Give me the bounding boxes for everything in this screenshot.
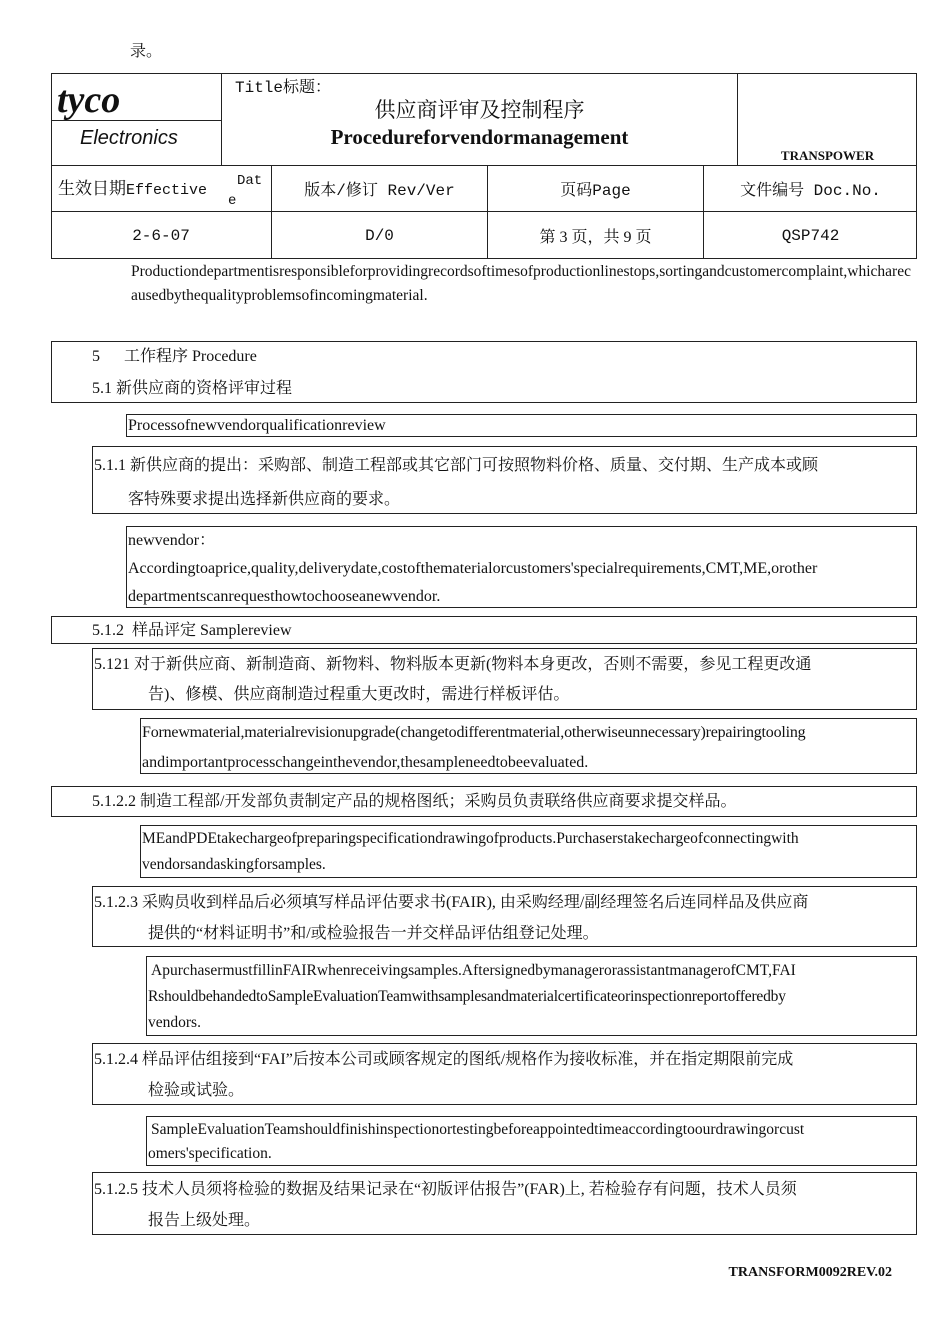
section-5-1-english-box [126,414,917,437]
section-5-1-2-2-box [51,786,917,817]
section-5-1-1-line2: 客特殊要求提出选择新供应商的要求。 [128,491,401,508]
section-5-1-2-2-text: 5.1.2.2 制造工程部/开发部负责制定产品的规格图纸；采购员负责联络供应商要求提交样品。 [92,793,737,810]
section-5-1-2-4-line1: 5.1.2.4 样品评估组接到“FAI”后按本公司或顾客规定的图纸/规格作为接收标准，并在指定期限前完成 [94,1051,794,1068]
section-5-1-2-heading: 5.1.2 样品评定 Samplereview [92,622,292,639]
section-5-box [51,341,917,403]
section-5-1-2-1-box [92,648,917,710]
effective-date-value: 2-6-07 [132,226,190,245]
section-5-1-2-4-line2: 检验或试验。 [148,1082,245,1099]
section-5-1-english: Processofnewvendorqualificationreview [128,417,386,434]
section-5-1-2-2-english-line2: vendorsandaskingforsamples. [142,856,326,873]
date-label-part1: Dat [237,173,263,189]
section-5-1-1-line1: 5.1.1 新供应商的提出：采购部、制造工程部或其它部门可按照物料价格、质量、交付期、生产成本或顾 [94,457,819,474]
section-5-1-1-english-line3: departmentscanrequesthowtochooseanewvendor. [128,588,441,605]
section-5-1-2-3-box [92,886,917,947]
form-footer-code: TRANSFORM0092REV.02 [728,1265,892,1280]
section-5-1-1-english-box [126,526,917,608]
section-5-1-2-1-english-box [140,718,917,774]
revision-value: D/0 [365,226,394,245]
section-5-1-2-5-line2: 报告上级处理。 [148,1212,261,1229]
section-5-1-2-3-english-line3: vendors. [148,1014,201,1031]
section-5-1-2-4-english-box [146,1116,917,1166]
title-english: Procedureforvendormanagement [330,125,629,149]
section-5-1-2-5-line1: 5.1.2.5 技术人员须将检验的数据及结果记录在“初版评估报告”(FAR)上, 若检验存有问题，技术人员须 [94,1181,797,1198]
page-label: 页码Page [560,182,631,200]
revision-label: 版本/修订 Rev/Ver [304,182,455,200]
continued-text: 录。 [130,43,163,60]
section-5-1-2-1-english-line1: Fornewmaterial,materialrevisionupgrade(changetodifferentmaterial,otherwiseunnecessary)repairingtooling [142,724,806,741]
section-5-1-1-english-line1: newvendor： [128,532,216,549]
section-5-1-2-3-line2: 提供的“材料证明书”和/或检验报告一并交样品评估组登记处理。 [148,925,599,942]
section-5-1-2-3-english-line2: RshouldbehandedtoSampleEvaluationTeamwithsamplesandmaterialcertificateorinspectionreportofferedby [148,988,786,1005]
section-5-1-2-5-box [92,1172,917,1235]
section-5-heading: 5 工作程序 Procedure [92,348,257,365]
doc-number-label: 文件编号 Doc.No. [740,182,881,200]
company-logo-sub: Electronics [80,127,178,149]
effective-date-label: 生效日期Effective [58,179,208,199]
section-5-1-2-3-line1: 5.1.2.3 采购员收到样品后必须填写样品评估要求书(FAIR), 由采购经理/副经理签名后连同样品及供应商 [94,894,809,911]
section-5-1-2-3-english-line1: ApurchasermustfillinFAIRwhenreceivingsamples.AftersignedbymanagerorassistantmanagerofCMT,FAI [151,962,796,979]
section-5-1-1-box [92,446,917,514]
section-5-1-2-2-english-line1: MEandPDEtakechargeofpreparingspecificationdrawingofproducts.Purchaserstakechargeofconnectingwith [142,830,799,847]
section-5-1-2-4-english-line2: omers'specification. [148,1145,272,1162]
intro-paragraph: Productiondepartmentisresponsibleforprovidingrecordsoftimesofproductionlinestops,sortingandcustomercomplaint,whicharecausedbythequalityproblemsofincomingmaterial. [131,263,911,304]
doc-number-value: QSP742 [781,226,840,245]
title-chinese: 供应商评审及控制程序 [374,98,585,122]
section-5-1-2-4-box [92,1043,917,1105]
section-5-1-2-4-english-line1: SampleEvaluationTeamshouldfinishinspectionortestingbeforeappointedtimeaccordingtoourdrawingorcust [151,1121,805,1138]
section-5-1-1-english-line2: Accordingtoaprice,quality,deliverydate,costofthematerialorcustomers'specialrequirements,CMT,ME,orother [128,560,818,577]
section-5-1-2-1-english-line2: andimportantprocesschangeinthevendor,thesampleneedtobeevaluated. [142,754,589,771]
section-5-1-2-2-english-box [140,825,917,878]
section-5-1-2-1-line1: 5.121 对于新供应商、新制造商、新物料、物料版本更新(物料本身更改，否则不需要，参见工程更改通 [94,656,812,673]
section-5-1-2-3-english-box [146,956,917,1036]
title-label: Title标题： [235,79,332,97]
date-label-part2: e [228,193,237,209]
company-logo: tyco [57,79,121,121]
section-5-1-2-box [51,616,917,644]
section-5-1-heading: 5.1 新供应商的资格评审过程 [92,380,293,397]
company-name: TRANSPOWER [780,148,875,163]
section-5-1-2-1-line2: 告)、修模、供应商制造过程重大更改时，需进行样板评估。 [148,686,570,703]
page-value: 第 3 页，共 9 页 [539,229,652,246]
